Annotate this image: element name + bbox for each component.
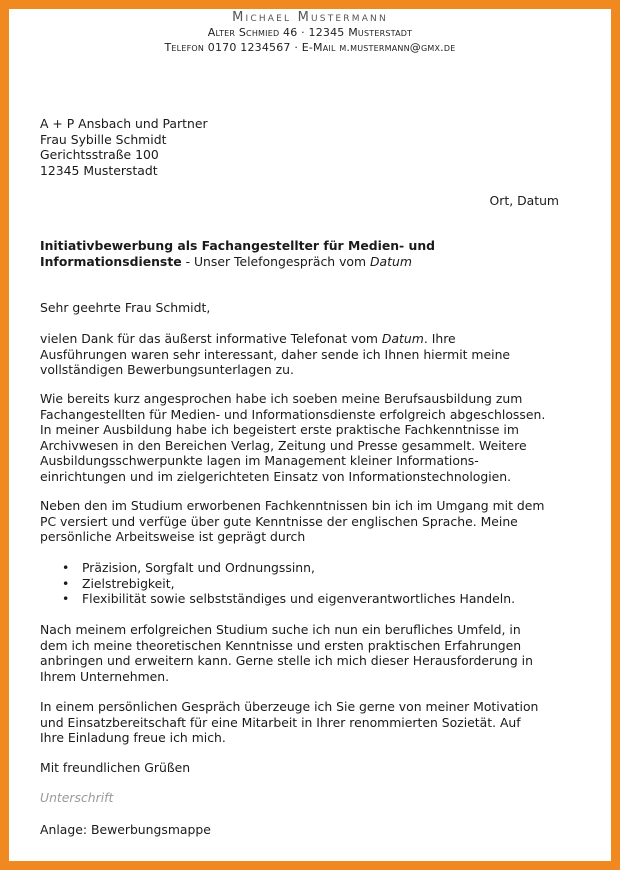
para5-line: In einem persönlichen Gespräch überzeuge ich Sie gerne von meiner Motivation xyxy=(40,699,539,714)
para4-line: Nach meinem erfolgreichen Studium suche ich nun ein berufliches Umfeld, in xyxy=(40,622,521,637)
bullet-icon: • xyxy=(62,591,70,606)
para2-line: einrichtungen und im zielgerichteten Einsatz von Informationstechnologien. xyxy=(40,468,512,484)
recipient-line: Frau Sybille Schmidt xyxy=(40,131,167,147)
list-item xyxy=(62,591,562,607)
paragraph-4 xyxy=(40,622,570,684)
subject-line xyxy=(40,238,570,269)
sender-name: Michael Mustermann xyxy=(232,10,388,25)
para1-text-b: . Ihre xyxy=(423,331,456,346)
salutation: Sehr geehrte Frau Schmidt, xyxy=(40,300,211,315)
para4-line: anbringen und erweitern kann. Gerne stelle ich mich dieser Herausforderung in xyxy=(40,653,533,668)
sender-contact: Telefon 0170 1234567 · E-Mail m.mustermann@gmx.de xyxy=(164,41,456,54)
sender-address: Alter Schmied 46 · 12345 Musterstadt xyxy=(207,26,413,39)
para3-line: Neben den im Studium erworbenen Fachkenntnissen bin ich im Umgang mit dem xyxy=(40,498,545,513)
subject-rest: - Unser Telefongespräch vom xyxy=(181,253,370,269)
para5-line: und Einsatzbereitschaft für eine Mitarbeit in Ihrer renommierten Sozietät. Auf xyxy=(40,714,521,730)
para5-line: Ihre Einladung freue ich mich. xyxy=(40,730,226,745)
bullet-icon: • xyxy=(62,575,70,591)
recipient-line: 12345 Musterstadt xyxy=(40,162,158,178)
para2-line: Fachangestellten für Medien- und Informationsdienste erfolgreich abgeschlossen. xyxy=(40,406,546,422)
list-item-text: Zielstrebigkeit, xyxy=(82,575,175,591)
recipient-line: Gerichtsstraße 100 xyxy=(40,147,159,162)
para3-line: PC versiert und verfüge über gute Kenntnisse der englischen Sprache. Meine xyxy=(40,513,518,529)
signature: Unterschrift xyxy=(40,790,114,805)
paragraph-5 xyxy=(40,699,570,746)
subject-bold-2: Informationsdienste xyxy=(40,253,182,269)
para2-line: Ausbildungsschwerpunkte lagen im Management kleiner Informations- xyxy=(40,453,479,468)
para2-line: Archivwesen in den Bereichen Verlag, Zeitung und Presse gesammelt. Weitere xyxy=(40,437,527,453)
attachment-note: Anlage: Bewerbungsmappe xyxy=(40,822,211,837)
para1-date: Datum xyxy=(381,331,424,346)
para2-line: Wie bereits kurz angesprochen habe ich soeben meine Berufsausbildung zum xyxy=(40,391,523,406)
para1-line: vollständigen Bewerbungsunterlagen zu. xyxy=(40,362,294,377)
paragraph-2 xyxy=(40,391,570,484)
paragraph-3 xyxy=(40,498,570,545)
place-date: Ort, Datum xyxy=(489,193,559,208)
para1-line: Ausführungen waren sehr interessant, daher sende ich Ihnen hiermit meine xyxy=(40,346,511,362)
para4-line: dem ich meine theoretischen Kenntnisse und ersten praktischen Erfahrungen xyxy=(40,637,522,653)
list-item xyxy=(62,560,562,576)
list-item-text: Präzision, Sorgfalt und Ordnungssinn, xyxy=(82,560,315,575)
bullet-icon: • xyxy=(62,560,70,575)
bullet-list xyxy=(62,560,562,607)
recipient-address xyxy=(40,116,570,178)
closing: Mit freundlichen Grüßen xyxy=(40,760,191,775)
para4-line: Ihrem Unternehmen. xyxy=(40,668,170,684)
paragraph-1 xyxy=(40,331,570,378)
para3-line: persönliche Arbeitsweise ist geprägt durch xyxy=(40,529,306,544)
list-item-text: Flexibilität sowie selbstständiges und eigenverantwortliches Handeln. xyxy=(82,591,516,606)
para2-line: In meiner Ausbildung habe ich begeistert erste praktische Fachkenntnisse im xyxy=(40,422,519,437)
subject-bold-1: Initiativbewerbung als Fachangestellter für Medien- und xyxy=(40,238,436,253)
recipient-line: A + P Ansbach und Partner xyxy=(40,116,208,131)
list-item xyxy=(62,576,562,592)
para1-text-a: vielen Dank für das äußerst informative Telefonat vom xyxy=(40,331,382,346)
subject-date: Datum xyxy=(370,253,412,269)
